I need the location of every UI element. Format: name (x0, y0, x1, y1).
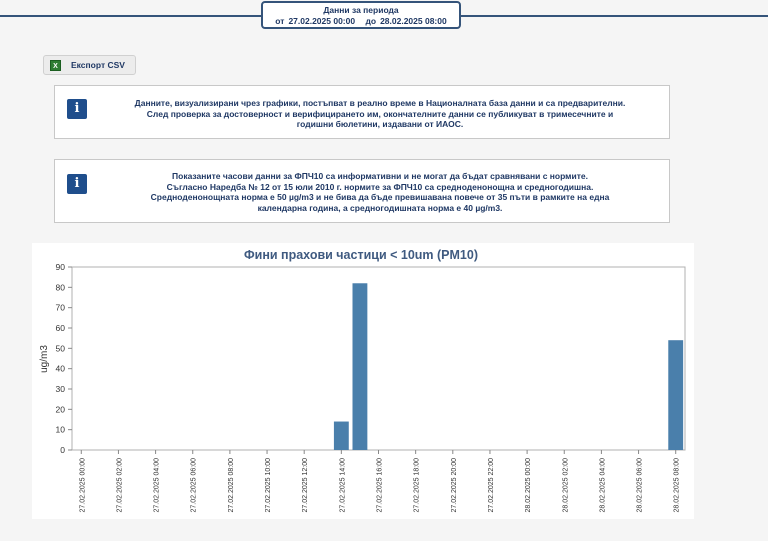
export-csv-label: Експорт CSV (71, 60, 125, 70)
info-icon: i (67, 99, 87, 119)
period-from-label: от (275, 16, 285, 26)
x-tick-label: 27.02.2025 16:00 (376, 458, 384, 513)
info-note-line: След проверка за достоверност и верифицирането им, окончателните данни се публикуват в тримесечните и (146, 108, 614, 119)
bar[interactable] (334, 422, 349, 450)
x-tick-label: 27.02.2025 20:00 (450, 458, 458, 513)
x-tick-label: 27.02.2025 14:00 (339, 458, 347, 513)
period-from: 27.02.2025 00:00 (288, 16, 356, 26)
y-tick-label: 10 (55, 424, 65, 435)
x-tick-label: 27.02.2025 02:00 (116, 458, 124, 513)
period-title: Данни за периода (323, 5, 399, 15)
x-tick-label: 27.02.2025 10:00 (265, 458, 273, 513)
y-tick-label: 0 (60, 445, 65, 455)
period-panel (261, 1, 461, 29)
info-note-line: Показаните часови данни за ФПЧ10 са информативни и не могат да бъдат сравнявани с нормите. (172, 171, 588, 181)
info-note-line: годишни бюлетини, издавани от ИАОС. (296, 119, 464, 129)
info-note-realtime (54, 85, 670, 139)
pm10-bar-chart (32, 243, 694, 519)
y-tick-label: 30 (55, 384, 65, 394)
x-tick-label: 27.02.2025 08:00 (227, 458, 235, 513)
bar[interactable] (668, 340, 683, 450)
period-range (263, 16, 459, 27)
y-tick-label: 80 (55, 282, 65, 293)
x-tick-label: 27.02.2025 18:00 (413, 458, 421, 513)
x-tick-label: 28.02.2025 04:00 (599, 458, 607, 513)
info-note-norms (54, 159, 670, 223)
x-tick-label: 27.02.2025 00:00 (79, 458, 87, 513)
info-note-line: Данните, визуализирани чрез графики, постъпват в реално време в Националната база данни и са предварителни. (134, 98, 626, 108)
period-to-label: до (365, 16, 377, 26)
y-tick-label: 90 (55, 262, 65, 272)
info-note-line: Съгласно Наредба № 12 от 15 юли 2010 г. нормите за ФПЧ10 са средноденонощна и средногодишна. (166, 181, 594, 192)
x-tick-label: 28.02.2025 00:00 (525, 458, 533, 513)
export-csv-button[interactable] (43, 55, 136, 75)
y-tick-label: 50 (55, 343, 65, 354)
info-note-text (95, 98, 665, 130)
info-note-line: календарна година, а средногодишната норма е 40 µg/m3. (257, 202, 503, 213)
period-to: 28.02.2025 08:00 (380, 16, 447, 26)
x-tick-label: 27.02.2025 12:00 (302, 458, 310, 513)
y-tick-label: 20 (55, 404, 65, 415)
y-tick-label: 40 (55, 363, 65, 374)
x-tick-label: 28.02.2025 06:00 (636, 458, 644, 513)
info-note-text (95, 171, 665, 213)
x-tick-label: 28.02.2025 08:00 (673, 458, 681, 513)
info-icon: i (67, 174, 87, 194)
y-axis-label: ug/m3 (39, 345, 50, 373)
chart-title: Фини прахови частици < 10um (PM10) (243, 248, 479, 262)
chart-panel (32, 243, 694, 519)
plot-area (72, 267, 685, 450)
x-tick-label: 27.02.2025 06:00 (190, 458, 198, 513)
excel-file-icon: X (50, 60, 61, 71)
y-tick-label: 60 (55, 323, 65, 333)
bar[interactable] (352, 283, 367, 450)
x-tick-label: 27.02.2025 04:00 (153, 458, 161, 513)
x-tick-label: 28.02.2025 02:00 (562, 458, 570, 513)
info-note-line: Средноденонощната норма е 50 µg/m3 и не бива да бъде превишавана повече от 35 пъти в рамките на една (150, 192, 610, 202)
x-tick-label: 27.02.2025 22:00 (487, 458, 495, 513)
y-tick-label: 70 (55, 302, 65, 313)
